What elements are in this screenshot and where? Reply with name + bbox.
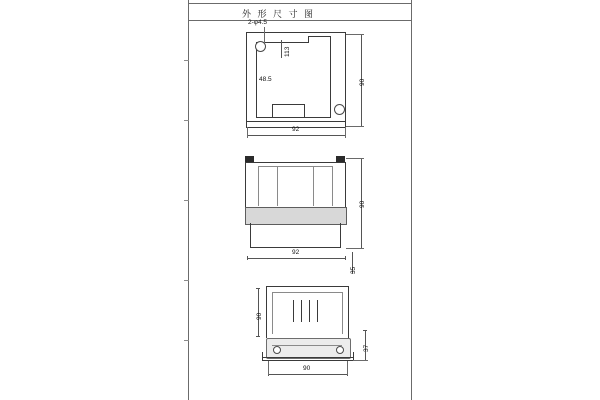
side-view-rib-3 [313,166,314,206]
dim-top-90-label: 90 [359,78,366,86]
top-view-notch-right [304,104,305,117]
dim-side-92-tick-left [247,256,248,260]
dim-37-tick-upper [363,330,367,331]
top-view-notch-left [272,104,273,117]
dim-113-line [281,40,282,58]
side-view-mid-band [245,207,347,225]
bottom-view-top-edge [266,286,348,287]
bottom-view-right-edge [348,286,349,338]
bottom-view-inner-left [272,292,273,334]
side-view-lower-right [340,223,341,247]
bottom-view-left-edge [266,286,267,338]
clip-pivot-right [336,346,344,354]
frame-tick [184,120,189,121]
dim-side-90-label: 90 [359,200,366,208]
side-view-rib-4 [332,166,333,206]
bottom-view-inner-top [272,292,342,293]
dim-top-90-ext-upper [346,34,364,35]
vent-slot-4 [317,300,318,322]
dim-bottom-left-90-tick-upper [256,288,260,289]
dim-37-ext-lower [353,360,368,361]
bottom-view-inner-right [342,292,343,334]
frame-tick [184,340,189,341]
dim-bottom-90-label: 90 [303,365,311,372]
dim-top-90-ext-lower [346,126,364,127]
dim-485-label: 48.5 [259,76,272,83]
top-view-right-edge [345,32,346,127]
vent-slot-2 [301,300,302,322]
side-view-top-edge [245,162,346,163]
side-view-lower-left [250,223,251,247]
dim-top-92-line [247,135,345,136]
dim-top-92-ext-left [247,127,248,138]
side-view-lower-bottom [250,247,341,248]
top-view-inner-right [330,36,331,117]
frame-tick [184,200,189,201]
dim-bottom-left-90-tick-lower [256,336,260,337]
dim-side-92-tick-right [345,256,346,260]
dim-bottom-90-ext-left [268,361,269,375]
frame-tick [184,60,189,61]
dim-bottom-90-line [268,374,347,375]
callout-2-phi45: 2-φ4.5 [248,19,268,26]
clip-pivot-left [273,346,281,354]
top-view-step-v1 [308,36,309,43]
dim-35-label: 35 [350,266,357,274]
callout-leader-vertical [264,27,265,43]
side-view-inner-top [258,166,333,167]
dim-side-90-ext-upper [346,158,364,159]
top-view-step-h1 [308,36,330,37]
side-view-rib-2 [277,166,278,206]
dim-side-90-ext-lower [346,248,364,249]
frame-right-border [411,0,412,400]
dim-side-92-label: 92 [292,249,300,256]
bottom-view-base-edge [262,357,353,358]
side-view-left-edge [245,162,246,208]
dim-bottom-left-90-label: 90 [256,312,263,320]
top-view-inner-bottom [256,117,331,118]
top-view-notch-top [272,104,304,105]
dim-37-label: 37 [363,344,370,352]
vent-slot-3 [309,300,310,322]
side-view-rib-1 [258,166,259,206]
frame-title-underline [188,20,412,21]
bottom-view-base-edge-2 [262,360,353,361]
frame-top-border [188,3,412,4]
top-view-top-edge [246,32,346,33]
mounting-hole-bottom [334,104,345,115]
top-view-inner-left [256,42,257,117]
top-view-left-edge [246,32,247,127]
din-rail-inner-line [272,345,342,346]
dim-bottom-90-ext-right [347,361,348,375]
drawing-title: 外 形 尺 寸 图 [242,9,316,19]
top-view-band-line [246,121,346,122]
vent-slot-1 [293,300,294,322]
dim-top-92-ext-right [345,127,346,138]
side-view-right-edge [345,162,346,208]
frame-tick [184,280,189,281]
dim-113-label: 113 [284,46,291,57]
bottom-view-base-left [262,352,263,361]
dim-top-92-label: 92 [292,126,300,133]
dim-side-92-line [247,258,345,259]
